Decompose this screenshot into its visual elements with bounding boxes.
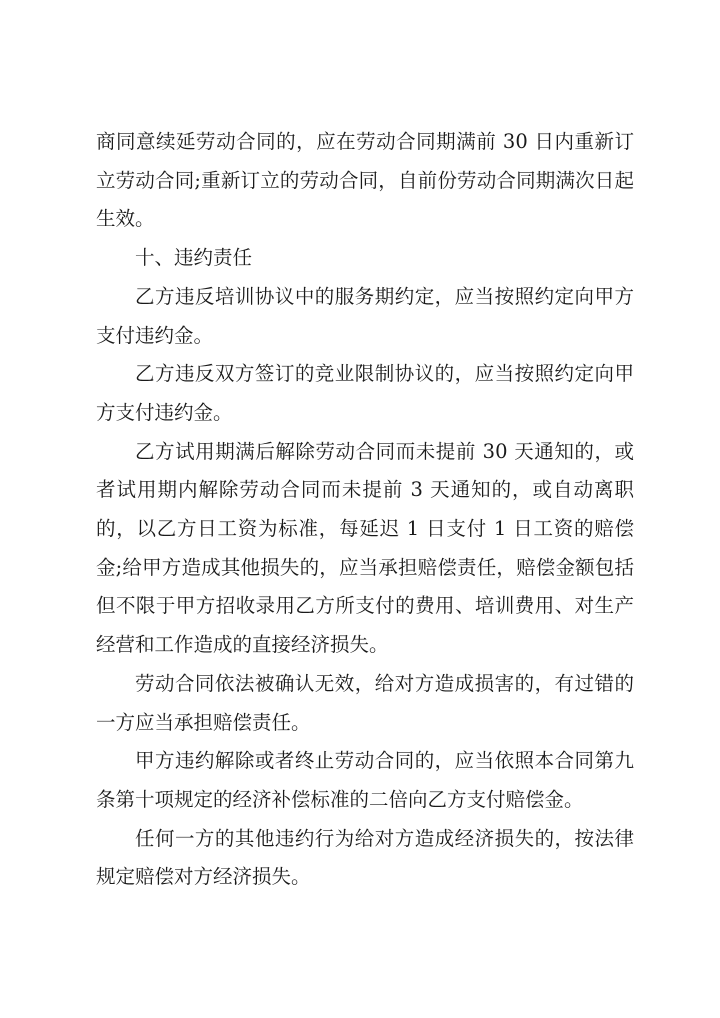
section-heading-breach-liability: 十、违约责任 <box>135 246 253 270</box>
paragraph-other-breach: 任何一方的其他违约行为给对方造成经济损失的，按法律规定赔偿对方经济损失。 <box>96 826 634 889</box>
paragraph-invalid-contract: 劳动合同依法被确认无效，给对方造成损害的，有过错的一方应当承担赔偿责任。 <box>96 671 634 734</box>
paragraph-training-agreement: 乙方违反培训协议中的服务期约定，应当按照约定向甲方支付违约金。 <box>96 284 634 347</box>
document-body <box>96 123 634 897</box>
paragraph-continuation: 商同意续延劳动合同的，应在劳动合同期满前 30 日内重新订立劳动合同;重新订立的劳动合同，自前份劳动合同期满次日起生效。 <box>96 130 634 231</box>
paragraph-employer-termination: 甲方违约解除或者终止劳动合同的，应当依照本合同第九条第十项规定的经济补偿标准的二倍向乙方支付赔偿金。 <box>96 749 634 811</box>
paragraph-non-compete: 乙方违反双方签订的竞业限制协议的，应当按照约定向甲方支付违约金。 <box>96 362 634 424</box>
paragraph-resignation-notice: 乙方试用期满后解除劳动合同而未提前 30 天通知的，或者试用期内解除劳动合同而未提前 3 天通知的，或自动离职的，以乙方日工资为标准，每延迟 1 日支付 1 日工资的赔偿金;给甲方造成其他损失的，应当承担赔偿责任，赔偿金额包括但不限于甲方招收录用乙方所支付的费用、培训费用、对生产经营和工作造成的直接经济损失。 <box>96 439 634 657</box>
